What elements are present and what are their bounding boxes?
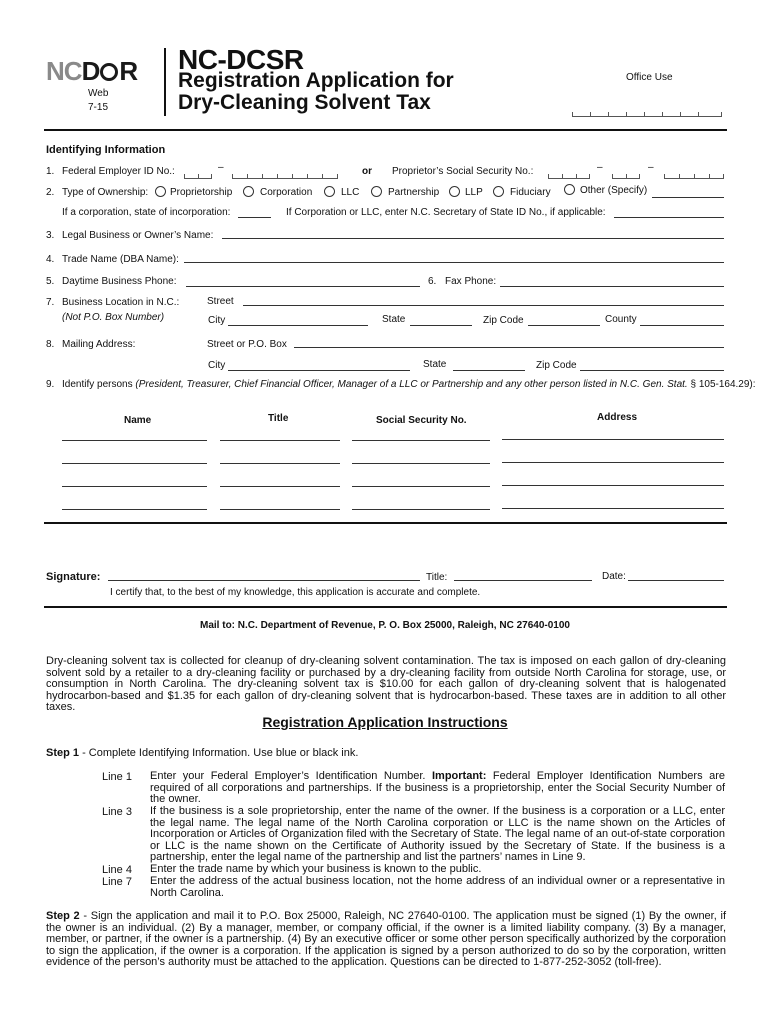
line4-instr-text: Enter the trade name by which your business is known to the public. [150,863,482,875]
step2: Step 2 - Sign the application and mail it to P.O. Box 25000, Raleigh, NC 27640-0100. The application must be signed (1) By the owner, if the owner is an individual. (2) By a manager, member, or company official, if the owner is a limited liability company. (3) By a manager, member, or partner, if the owner is a partnership. (4) By an executive officer or some other person specifically authorized by the corporation to sign the application, if the owner is a corporation. If the application is signed by a person authorized to do so by the corporation, written evidence of the person’s authority must be attached to the application. Questions can be directed to 1-877-252-3052 (toll-free). [46,910,726,968]
person-title-field[interactable] [220,486,340,487]
line3-instr-label: Line 3 [102,806,132,818]
certify-text: I certify that, to the best of my knowledge, this application is accurate and complete. [110,587,481,598]
radio-fiduciary[interactable] [493,186,504,197]
person-name-field[interactable] [62,440,207,441]
line9-text: Identify persons (President, Treasurer, Chief Financial Officer, Manager of a LLC or Partnership and any other person listed in N.C. Gen. Stat. § 105-164.29): [62,379,756,390]
section-rule [44,522,727,524]
or-label: or [362,166,372,177]
mailing-label: Mailing Address: [62,339,136,350]
state-label: State [382,314,406,325]
day-phone-label: Daytime Business Phone: [62,276,177,287]
line9-num: 9. [46,379,55,390]
ssn-part3-field[interactable] [664,174,724,179]
line5-num: 5. [46,276,55,287]
mail-city-label: City [208,360,226,371]
state-inc-label: If a corporation, state of incorporation: [62,207,231,218]
mail-state-label: State [423,359,447,370]
zip-label: Zip Code [483,315,524,326]
radio-corporation[interactable] [243,186,254,197]
mail-to: Mail to: N.C. Department of Revenue, P. O. Box 25000, Raleigh, NC 27640-0100 [200,620,570,631]
ssn-label: Proprietor’s Social Security No.: [392,166,534,177]
ownership-label: Type of Ownership: [62,187,149,198]
county-label: County [605,314,637,325]
other-specify-field[interactable] [652,197,724,198]
person-address-field[interactable] [502,485,724,486]
person-address-field[interactable] [502,462,724,463]
radio-partnership[interactable] [371,186,382,197]
line4-instr-label: Line 4 [102,864,132,876]
sos-id-field[interactable] [614,217,724,218]
instructions-title: Registration Application Instructions [262,714,508,730]
fein-prefix-field[interactable] [184,174,212,179]
ssn-part2-field[interactable] [612,174,640,179]
trade-name-label: Trade Name (DBA Name): [62,254,179,265]
legal-name-field[interactable] [222,238,724,239]
person-name-field[interactable] [62,509,207,510]
person-ssn-field[interactable] [352,486,490,487]
line3-num: 3. [46,230,55,241]
opt-other: Other (Specify) [580,185,648,196]
line1-instr-label: Line 1 [102,771,132,783]
line6-num: 6. [428,276,437,287]
line7-num: 7. [46,297,55,308]
office-use-label: Office Use [626,72,673,83]
ssn-part1-field[interactable] [548,174,590,179]
state-inc-field[interactable] [238,217,271,218]
logo-o-ring-icon [100,63,118,81]
sig-date-field[interactable] [628,580,724,581]
person-ssn-field[interactable] [352,509,490,510]
signature-label: Signature: [46,571,101,583]
mail-street-label: Street or P.O. Box [207,339,287,350]
opt-fiduciary: Fiduciary [510,187,551,198]
street-label: Street [207,296,234,307]
mail-zip-field[interactable] [580,370,724,371]
fein-field[interactable] [232,174,338,179]
line7-instr-label: Line 7 [102,876,132,888]
mail-street-field[interactable] [294,347,724,348]
biz-street-field[interactable] [243,305,724,306]
ssn-dash-2: – [648,162,654,173]
intro-paragraph: Dry-cleaning solvent tax is collected for cleanup of dry-cleaning solvent contamination. The tax is imposed on each gallon of dry-cleaning solvent sold by a retailer to a dry-cleaning facility or purchased by a dry-cleaning facility from outside North Carolina for storage, use, or consumption in North Carolina. The dry-cleaning solvent tax is $10.00 for each gallon of dry-cleaning solvent that is halogenated hydrocarbon-based and $1.35 for each gallon of dry-cleaning solvent that is hydrocarbon-based. These taxes are in addition to all other taxes. [46,655,726,713]
opt-partnership: Partnership [388,187,440,198]
col-title-header: Title [268,413,289,424]
person-ssn-field[interactable] [352,440,490,441]
fax-field[interactable] [500,286,724,287]
radio-proprietorship[interactable] [155,186,166,197]
opt-llp: LLP [465,187,483,198]
sig-title-label: Title: [426,572,448,583]
radio-llp[interactable] [449,186,460,197]
line4-num: 4. [46,254,55,265]
radio-llc[interactable] [324,186,335,197]
header-divider [164,48,166,116]
col-ssn-header: Social Security No. [376,415,467,426]
fax-label: Fax Phone: [445,276,497,287]
trade-name-field[interactable] [184,262,724,263]
person-ssn-field[interactable] [352,463,490,464]
ssn-dash-1: – [597,162,603,173]
fein-label: Federal Employer ID No.: [62,166,175,177]
legal-name-label: Legal Business or Owner’s Name: [62,230,214,241]
mail-zip-label: Zip Code [536,360,577,371]
biz-location-note: (Not P.O. Box Number) [62,312,165,323]
line2-num: 2. [46,187,55,198]
person-address-field[interactable] [502,439,724,440]
person-name-field[interactable] [62,463,207,464]
signature-field[interactable] [108,580,420,581]
city-label: City [208,315,226,326]
person-title-field[interactable] [220,440,340,441]
fein-dash: – [218,162,224,173]
form-title: Registration Application for Dry-Cleaning Solvent Tax [178,69,454,114]
opt-llc: LLC [341,187,360,198]
col-address-header: Address [597,412,638,423]
form-number: NC-DCSR [178,44,304,75]
line1-instr-text: Enter your Federal Employer’s Identification Number. Important: Federal Employer Identification Numbers are required of all corporations and partnerships. If the business is a proprietorship, enter the Social Security Number of the owner. [150,770,725,805]
biz-state-field[interactable] [410,325,472,326]
day-phone-field[interactable] [186,286,420,287]
mail-state-field[interactable] [453,370,525,371]
biz-location-label: Business Location in N.C.: [62,297,180,308]
person-address-field[interactable] [502,508,724,509]
sig-title-field[interactable] [454,580,592,581]
line1-num: 1. [46,166,55,177]
biz-city-field[interactable] [228,325,368,326]
section-title: Identifying Information [46,144,166,156]
office-use-field[interactable] [572,112,722,117]
header-rule [44,129,727,131]
sig-date-label: Date: [602,571,626,582]
biz-county-field[interactable] [640,325,724,326]
line3-instr-text: If the business is a sole proprietorship, enter the name of the owner. If the business is a corporation or a LLC, enter the legal name. The legal name of the North Carolina corporation or LLC is the name shown on the Articles of Incorporation or Articles of Organization filed with the Secretary of State. The legal name of an out-of-state corporation or LLC is the name shown on the Certificate of Authority issued by the Secretary of State. If the business is a partnership, enter the legal name of the partnership and list the partners’ names in Line 9. [150,805,725,863]
biz-zip-field[interactable] [528,325,600,326]
radio-other[interactable] [564,184,575,195]
line7-instr-text: Enter the address of the actual business location, not the home address of an individual owner or a representative in North Carolina. [150,875,725,899]
person-name-field[interactable] [62,486,207,487]
col-name-header: Name [124,415,152,426]
sos-id-label: If Corporation or LLC, enter N.C. Secretary of State ID No., if applicable: [286,207,606,218]
web-version: Web 7-15 [88,88,109,113]
opt-corporation: Corporation [260,187,313,198]
ncdor-logo: NCD R [46,56,138,86]
step1: Step 1 - Complete Identifying Information. Use blue or black ink. [46,747,359,759]
person-title-field[interactable] [220,509,340,510]
line8-num: 8. [46,339,55,350]
person-title-field[interactable] [220,463,340,464]
mail-rule [44,606,727,608]
opt-proprietorship: Proprietorship [170,187,233,198]
mail-city-field[interactable] [228,370,410,371]
